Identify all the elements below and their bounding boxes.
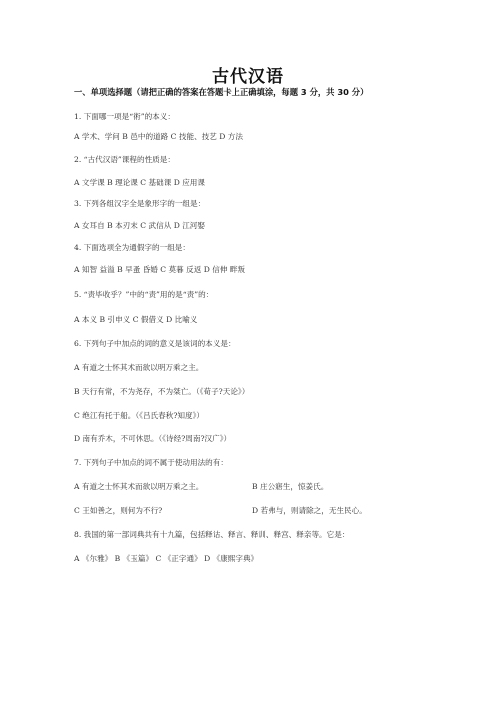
question-6-option-c: C 绝江有托于船。（《吕氏春秋?知度》） <box>74 411 204 420</box>
question-8: 8. 我国的第一部词典共有十九篇，包括释诂、释言、释训、释宫、释亲等。它是： <box>74 530 350 539</box>
question-8-options: A 《尔雅》 B 《玉篇》 C 《正字通》 D 《康熙字典》 <box>74 554 259 563</box>
question-5: 5. “责毕收乎？”中的“责”用的是“责”的： <box>74 290 214 299</box>
question-3-options: A 女耳自 B 本刃末 C 武信从 D 江河娶 <box>74 221 205 230</box>
question-7-option-c: C 王如善之，则何为不行? <box>74 506 163 515</box>
question-4: 4. 下面选项全为通假字的一组是： <box>74 243 190 252</box>
question-1-options: A 学术、学问 B 邑中的道路 C 技能、技艺 D 方法 <box>74 132 243 141</box>
question-1: 1. 下面哪一项是“術”的本义： <box>74 112 175 121</box>
question-7: 7. 下列句子中加点的词不属于使动用法的有： <box>74 458 228 467</box>
question-7-option-a: A 有道之士怀其术而欲以明万乘之主。 <box>74 482 204 491</box>
question-7-row-2 <box>74 505 424 517</box>
question-3: 3. 下列各组汉字全是象形字的一组是： <box>74 199 206 208</box>
question-6-option-b: B 天行有常，不为尧存，不为桀亡。（《荀子?天论》） <box>74 387 250 396</box>
question-6: 6. 下列句子中加点的词的意义是该词的本义是： <box>74 339 236 348</box>
question-4-options: A 知智 益溢 B 早蚤 昏婚 C 莫暮 反返 D 信伸 畔叛 <box>74 265 246 274</box>
page-title: 古代汉语 <box>212 67 284 87</box>
section-heading: 一、单项选择题（请把正确的答案在答题卡上正确填涂，每题 3 分，共 30 分） <box>74 87 369 97</box>
question-7-option-d: D 若弗与，则请除之，无生民心。 <box>252 506 367 515</box>
question-7-row-1 <box>74 481 424 493</box>
question-2: 2. “古代汉语”课程的性质是： <box>74 155 175 164</box>
question-6-option-a: A 有道之士怀其术而欲以明万乘之主。 <box>74 363 204 372</box>
question-7-option-b: B 庄公寤生，惊姜氏。 <box>252 482 329 491</box>
question-6-option-d: D 南有乔木，不可休思。（《诗经?周南?汉广》） <box>74 434 232 443</box>
question-5-options: A 本义 B 引申义 C 假借义 D 比喻义 <box>74 315 198 324</box>
question-2-options: A 文学课 B 理论课 C 基础课 D 应用课 <box>74 178 205 187</box>
